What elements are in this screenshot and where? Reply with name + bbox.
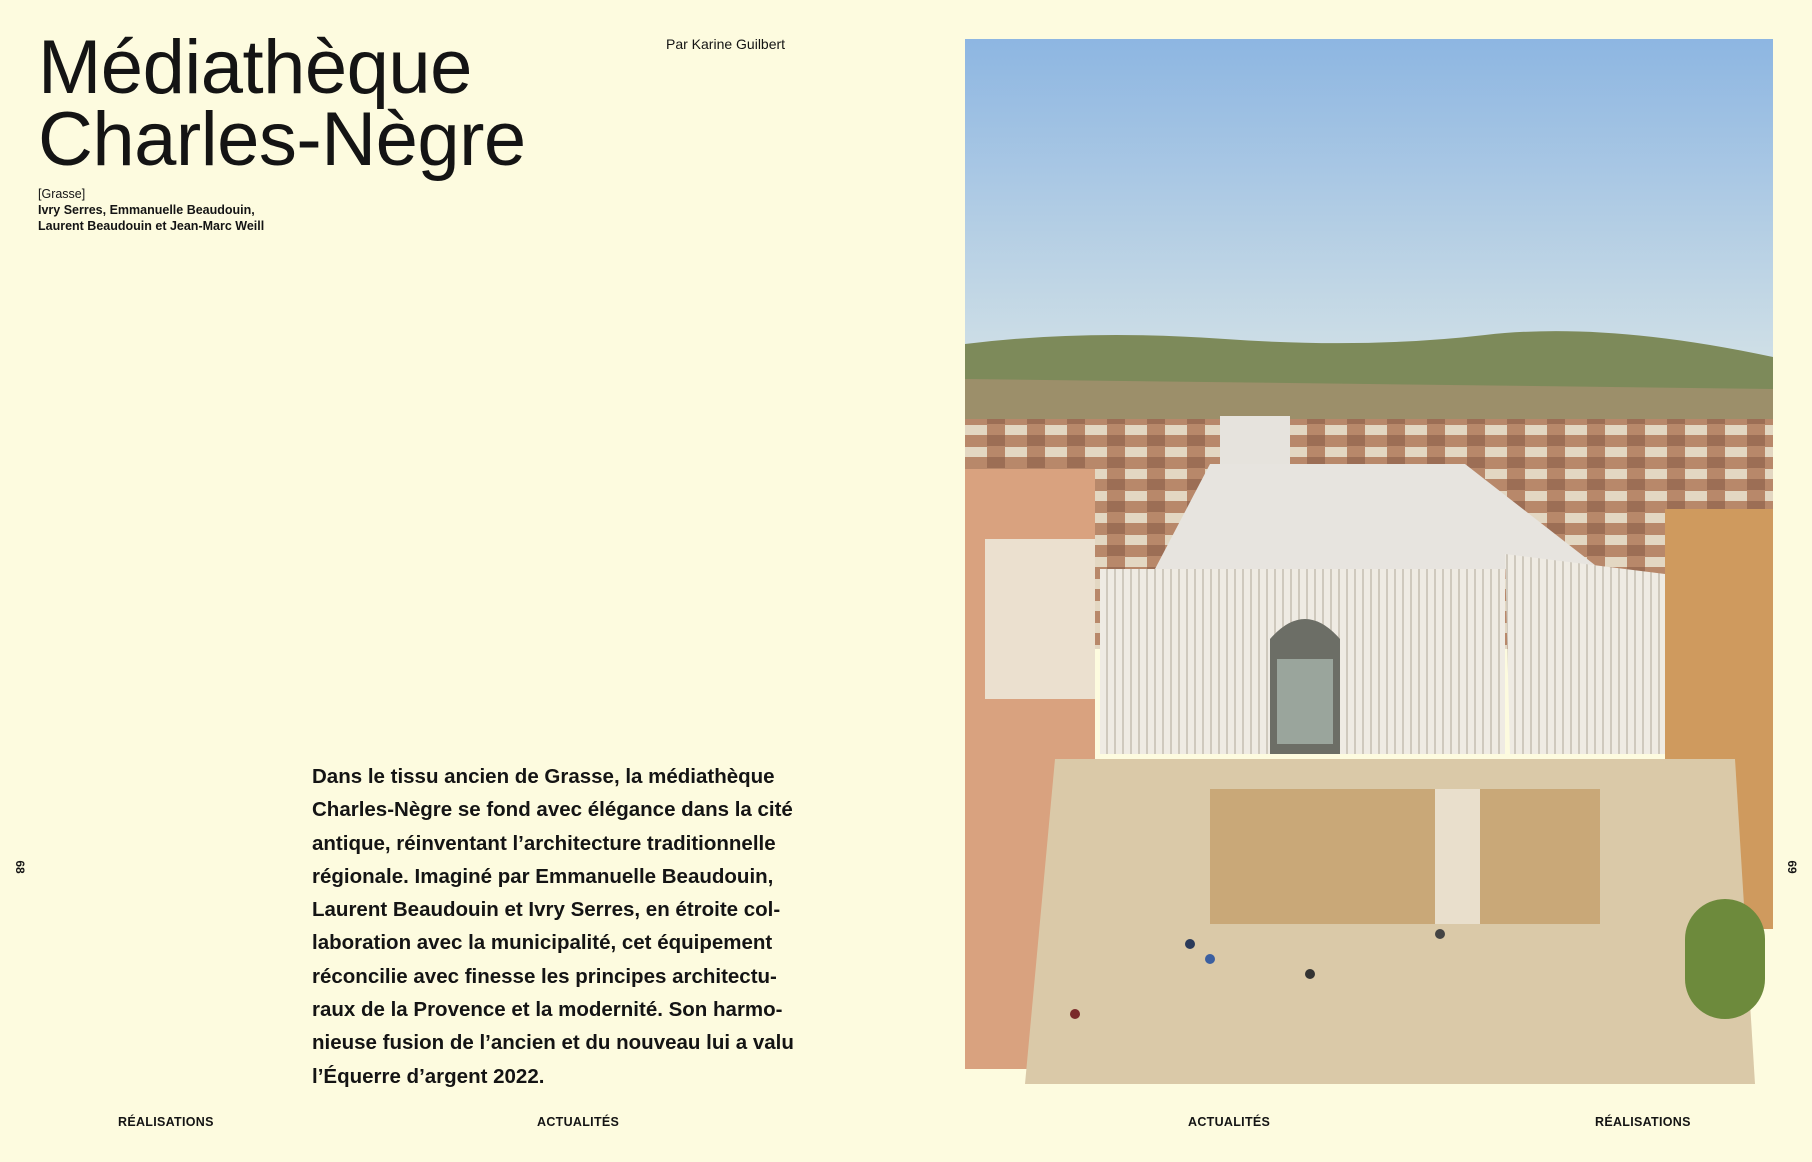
left-building-facade — [985, 539, 1095, 699]
intro-line: laboration avec la municipalité, cet équipement — [312, 931, 773, 955]
page-number-left: 68 — [13, 860, 27, 874]
person — [1070, 1009, 1080, 1019]
page-number-right: 69 — [1785, 860, 1799, 874]
intro-line: Charles-Nègre se fond avec élégance dans la cité — [312, 798, 793, 822]
tree — [1685, 899, 1765, 1019]
project-meta — [38, 186, 264, 234]
building-photograph — [965, 39, 1773, 1084]
intro-line: antique, réinventant l’architecture traditionnelle — [312, 831, 776, 855]
person — [1435, 929, 1445, 939]
intro-line: raux de la Provence et la modernité. Son harmo- — [312, 998, 783, 1022]
article-title — [38, 25, 526, 182]
project-location: [Grasse] — [38, 187, 86, 201]
person — [1205, 954, 1215, 964]
intro-line: réconcilie avec finesse les principes architectu- — [312, 964, 777, 988]
architects-line-2: Laurent Beaudouin et Jean-Marc Weill — [38, 219, 265, 233]
person — [1305, 969, 1315, 979]
person — [1185, 939, 1195, 949]
arched-window-glass — [1277, 659, 1333, 744]
intro-line: régionale. Imaginé par Emmanuelle Beaudouin, — [312, 864, 774, 888]
intro-line: nieuse fusion de l’ancien et du nouveau lui a valu — [312, 1031, 794, 1055]
intro-line: Laurent Beaudouin et Ivry Serres, en étroite col- — [312, 898, 781, 922]
footer-section-left: RÉALISATIONS — [118, 1115, 214, 1129]
title-line-1: Médiathèque — [38, 25, 472, 110]
sunken-court — [1210, 789, 1600, 924]
author-byline: Par Karine Guilbert — [666, 36, 786, 52]
mediatheque-wing — [1505, 554, 1665, 754]
architects-line-1: Ivry Serres, Emmanuelle Beaudouin, — [38, 203, 255, 217]
mediatheque-tower — [1220, 416, 1290, 466]
footer-section-right: RÉALISATIONS — [1595, 1115, 1691, 1129]
footer-running-right: ACTUALITÉS — [1188, 1115, 1271, 1129]
article-intro — [312, 760, 847, 1093]
sky — [965, 39, 1773, 359]
intro-line: l’Équerre d’argent 2022. — [312, 1064, 545, 1088]
intro-line: Dans le tissu ancien de Grasse, la médiathèque — [312, 765, 775, 788]
title-line-2: Charles-Nègre — [38, 97, 526, 182]
court-path — [1435, 789, 1480, 924]
footer-running-left: ACTUALITÉS — [537, 1115, 620, 1129]
